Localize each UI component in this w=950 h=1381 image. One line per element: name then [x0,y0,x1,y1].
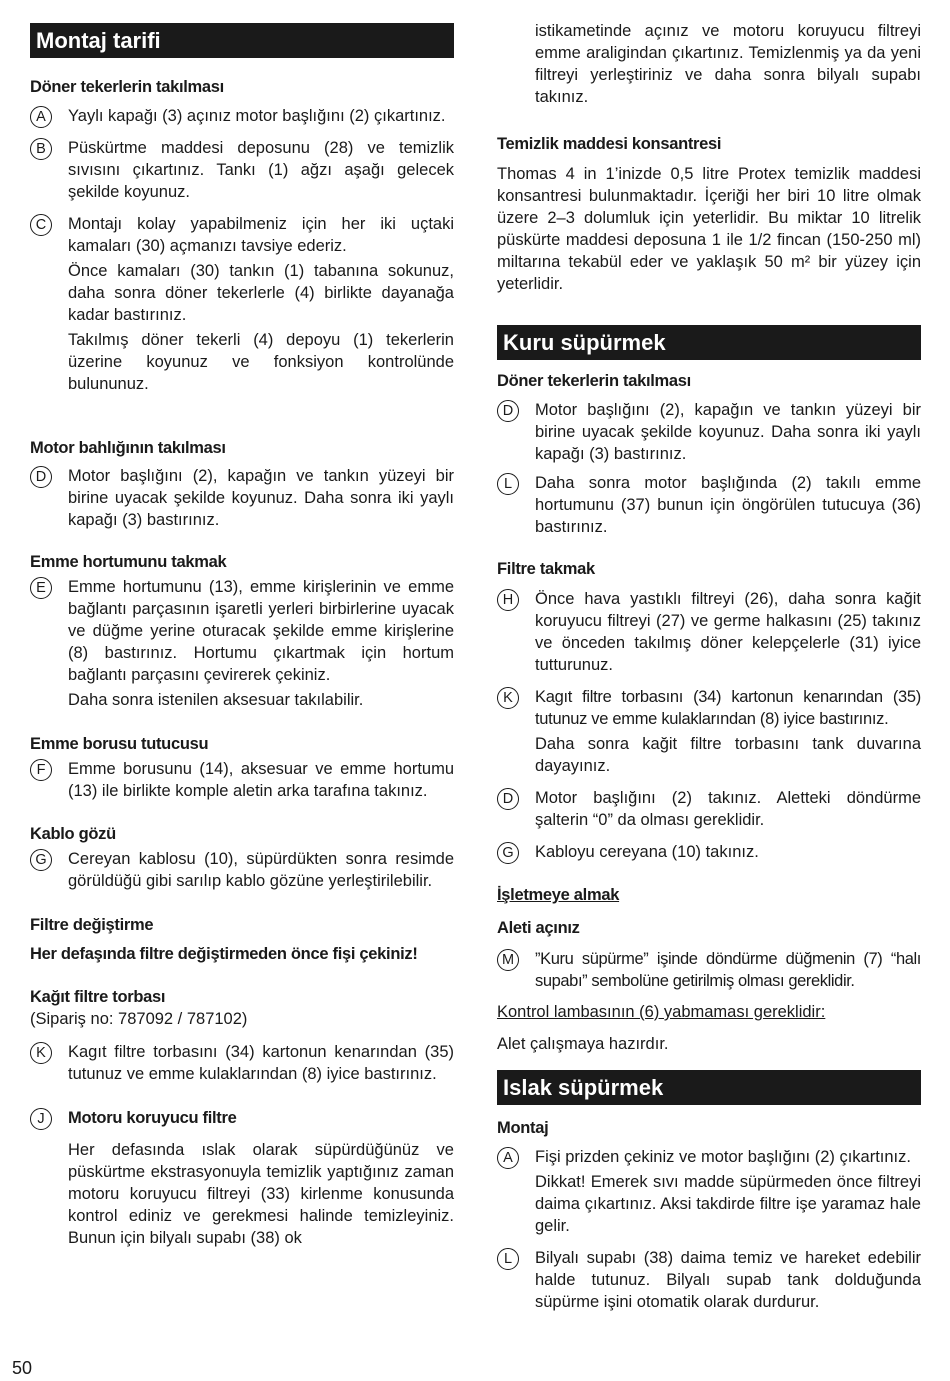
step-a [30,105,454,127]
left-column [30,0,454,1249]
step-j [30,1107,454,1129]
step-text: Kagıt filtre torbasını (34) kartonun kenarından (35) tutunuz ve emme kulaklarından (8) iyice bastırınız. [535,688,921,728]
step-text: Motor başlığını (2) takınız. Aletteki döndürme şalterin “0” da olması gereklidir. [535,789,921,829]
step-text: Motor başlığını (2), kapağın ve tankın yüzeyi bir birine uyacak şekilde koyunuz. Daha sonra iki yaylı kapağı (3) bastırınız. [535,401,921,463]
ready-text: Alet çalışmaya hazırdır. [497,1035,669,1053]
step-text: Önce hava yastıklı filtreyi (26), daha sonra kağit koruyucu filtreyi (27) ve germe halkasını (25) takınız ve önceden takılmış döner kelepçelerle (31) iyice tutturunuz. [535,590,921,674]
step-text: Fişi prizden çekiniz ve motor başlığını (2) çıkartınız. [535,1148,911,1166]
control-lamp-note: Kontrol lambasının (6) yabmaması gereklidir: [497,1003,826,1021]
step-text: Emme hortumunu (13), emme kirişlerinin ve emme bağlantı parçasının işaretli yerleri birbirlerine uyacak ve düğme yerine oturacak şekilde emme kirişlerine (8) bastırınız. Hortumu çıkartmak için hortum bağlantı parçasını çevirerek çekiniz. [68,578,454,684]
step-marker: D [497,400,519,422]
step-l [497,472,921,538]
step-marker: A [497,1147,519,1169]
page-number: 50 [12,1358,33,1378]
step-marker: D [30,466,52,488]
heading-kablo: Kablo gözü [30,825,116,843]
heading-motoru-koruyucu: Motoru koruyucu filtre [68,1109,237,1127]
step-marker: L [497,473,519,495]
step-text: ”Kuru süpürme” işinde döndürme düğmenin (7) “halı supabı” sembolüne getirilmiş olması gereklidir. [535,950,921,990]
step-f [30,758,454,802]
step-text: Montajı kolay yapabilmeniz için her iki uçtaki kamaları (30) açmanızı tavsiye ederiz. [68,215,454,255]
step-e [30,576,454,711]
step-text: Takılmış döner tekerli (4) depoyu (1) tekerlerin üzerine koyunuz ve fonksiyon kontrolünde bulununuz. [68,331,454,393]
right-column [497,0,921,1313]
step-marker: G [30,849,52,871]
temizlik-text: Thomas 4 in 1’inizde 0,5 litre Protex temizlik maddesi konsantresi bulunmaktadır. İçeriği her biri 10 litre olmak üzere 2–3 dolumluk için yeterlidir. Bu miktar 10 litrelik püskürte maddesi deposuna 1 ile 1/2 fincan (150-250 ml) miltarına tekabül eder ve yaklaşık 50 m² bir yüzey için yeterlidir. [497,165,921,293]
heading-isletmeye: İşletmeye almak [497,886,620,904]
heading-islak-montaj: Montaj [497,1119,549,1137]
step-text: Dikkat! Emerek sıvı madde süpürmeden önce filtreyi daima çıkartınız. Aksi takdirde filtre işe yaramaz hale gelir. [535,1173,921,1235]
step-c [30,213,454,395]
step-marker: H [497,589,519,611]
step-text: Daha sonra kağit filtre torbasını tank duvarına dayayınız. [535,735,921,775]
step-g [497,841,921,863]
step-d [497,787,921,831]
section-banner-islak: Islak süpürmek [497,1070,921,1105]
step-b [30,137,454,203]
step-marker: A [30,106,52,128]
step-text: Daha sonra motor başlığında (2) takılı emme hortumunu (37) bunun için öngörülen tutucuya (36) bastırınız. [535,474,921,536]
step-marker: M [497,949,519,971]
step-a [497,1146,921,1237]
warning-text: Her defaşında filtre değiştirmeden önce fişi çekiniz! [30,945,418,963]
step-text: Yaylı kapağı (3) açınız motor başlığını (2) çıkartınız. [68,107,446,125]
order-number: (Sipariş no: 787092 / 787102) [30,1010,248,1028]
step-d [497,399,921,465]
step-marker: C [30,214,52,236]
section-banner-montaj-tarifi: Montaj tarifi [30,23,454,58]
step-marker: E [30,577,52,599]
step-text: Emme borusunu (14), aksesuar ve emme hortumu (13) ile birlikte komple aletin arka tarafına takınız. [68,760,454,800]
heading-emme-borusu: Emme borusu tutucusu [30,735,209,753]
step-marker: F [30,759,52,781]
step-marker: J [30,1108,52,1130]
step-text: Cereyan kablosu (10), süpürdükten sonra resimde görüldüğü gibi sarılıp kablo gözüne yerleştirilebilir. [68,850,454,890]
step-text: Kagıt filtre torbasını (34) kartonun kenarından (35) tutunuz ve emme kulaklarından (8) iyice bastırınız. [68,1043,454,1083]
step-text: Bilyalı supabı (38) daima temiz ve hareket edebilir halde tutunuz. Bilyalı supab tank dolduğunda süpürme işini otomatik olarak durdurur. [535,1249,921,1311]
continuation-text: istikametinde açınız ve motoru koruyucu filtreyi emme araligindan çıkartınız. Temizlenmiş ya da yeni filtreyi yerleştiriniz ve daha sonra bilyalı supabı takınız. [535,22,921,106]
step-marker: B [30,138,52,160]
heading-aleti-aciniz: Aleti açınız [497,919,580,937]
step-marker: G [497,842,519,864]
heading-doner-tekerler: Döner tekerlerin takılması [30,78,224,96]
step-g [30,848,454,892]
heading-temizlik: Temizlik maddesi konsantresi [497,135,722,153]
step-l [497,1247,921,1313]
step-d [30,465,454,531]
step-text: Motor başlığını (2), kapağın ve tankın yüzeyi bir birine uyacak şekilde koyunuz. Daha sonra iki yaylı kapağı (3) bastırınız. [68,467,454,529]
step-h [497,588,921,676]
heading-filtre-degistirme: Filtre değiştirme [30,916,154,934]
motor-filter-text: Her defasında ıslak olarak süpürdüğünüz ve püskürtme ekstrasyonuyla temizlik yaptığınız zaman motoru koruyucu filtreyi (33) kirlenme konusunda kontrol ediniz ve gerekmesi halinde temizleyiniz. Bunun için bilyalı supabı (38) ok [68,1141,454,1247]
heading-filtre-takmak: Filtre takmak [497,560,595,578]
step-k [497,686,921,777]
heading-kuru-doner: Döner tekerlerin takılması [497,372,691,390]
step-marker: L [497,1248,519,1270]
step-marker: K [30,1042,52,1064]
step-marker: K [497,687,519,709]
step-text: Püskürtme maddesi deposunu (28) ve temizlik sıvısını çıkartınız. Tankı (1) ağzı aşağı gelecek şekilde koyunuz. [68,139,454,201]
step-m [497,948,921,992]
step-marker: D [497,788,519,810]
step-text: Önce kamaları (30) tankın (1) tabanına sokunuz, daha sonra döner tekerlerle (4) birlikte dayanağa kadar bastırınız. [68,262,454,324]
heading-kagit-filtre: Kağıt filtre torbası [30,988,166,1006]
step-text: Daha sonra istenilen aksesuar takılabilir. [68,691,364,709]
section-banner-kuru: Kuru süpürmek [497,325,921,360]
step-text: Kabloyu cereyana (10) takınız. [535,843,759,861]
heading-motor: Motor bahlığının takılması [30,439,226,457]
step-k [30,1041,454,1085]
heading-emme-hortumu: Emme hortumunu takmak [30,553,227,571]
